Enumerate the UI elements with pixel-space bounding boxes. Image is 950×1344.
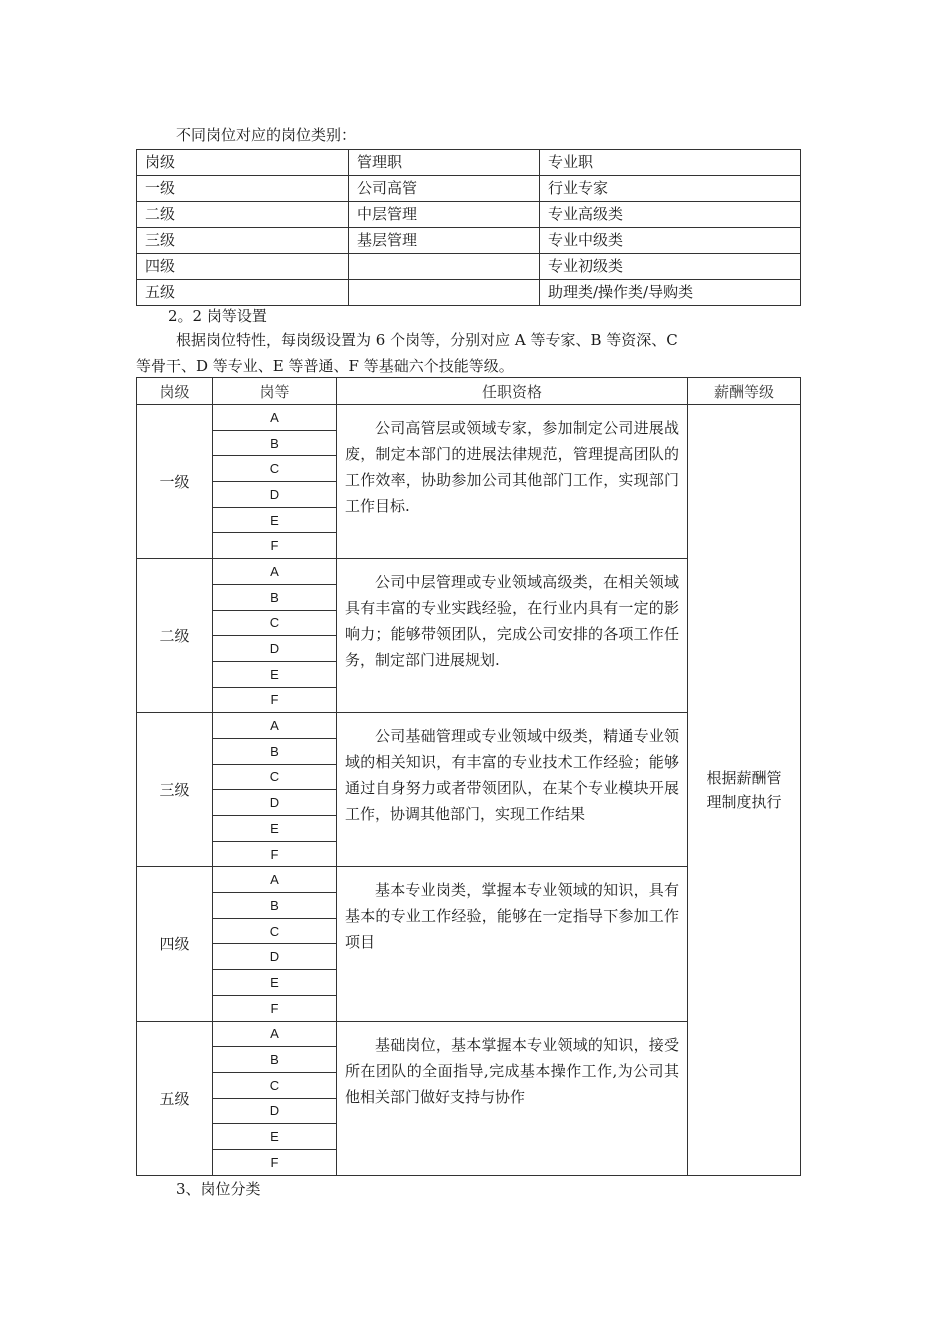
table-cell: 行业专家 <box>540 176 801 202</box>
grade-cell: C <box>213 610 337 636</box>
table-row <box>137 228 801 254</box>
grade-cell: E <box>213 816 337 842</box>
table-cell: 五级 <box>137 280 349 306</box>
qualification-cell: 公司高管层或领域专家，参加制定公司进展战废，制定本部门的进展法律规范，管理提高团队的工作效率，协助参加公司其他部门工作，实现部门工作目标. <box>337 405 688 559</box>
qualification-cell: 公司基础管理或专业领域中级类，精通专业领域的相关知识，有丰富的专业技术工作经验；能够通过自身努力或者带领团队，在某个专业模块开展工作，协调其他部门，实现工作结果 <box>337 713 688 867</box>
grade-cell: E <box>213 661 337 687</box>
grade-cell: E <box>213 507 337 533</box>
table-cell: 二级 <box>137 202 349 228</box>
table-row <box>137 176 801 202</box>
grade-cell: E <box>213 1124 337 1150</box>
level-cell: 二级 <box>137 559 213 713</box>
grade-cell: C <box>213 918 337 944</box>
header-cell: 岗级 <box>137 150 349 176</box>
header-cell: 专业职 <box>540 150 801 176</box>
grade-cell: C <box>213 456 337 482</box>
grade-row <box>137 405 801 431</box>
level-cell: 五级 <box>137 1021 213 1175</box>
qualification-cell: 基本专业岗类，掌握本专业领域的知识，具有基本的专业工作经验，能够在一定指导下参加工作项目 <box>337 867 688 1021</box>
header-cell: 岗等 <box>213 378 337 405</box>
grade-cell: F <box>213 841 337 867</box>
grade-cell: A <box>213 867 337 893</box>
table-cell: 专业中级类 <box>540 228 801 254</box>
table-row <box>137 254 801 280</box>
grade-cell: F <box>213 995 337 1021</box>
section-2-2-paragraph-line2: 等骨干、D 等专业、E 等普通、F 等基础六个技能等级。 <box>136 357 514 375</box>
grade-cell: F <box>213 533 337 559</box>
table-cell: 助理类/操作类/导购类 <box>540 280 801 306</box>
header-cell: 管理职 <box>349 150 540 176</box>
grade-cell: D <box>213 482 337 508</box>
category-table <box>136 149 801 306</box>
grade-cell: A <box>213 1021 337 1047</box>
section-2-2-paragraph-line1: 根据岗位特性，每岗级设置为 6 个岗等，分别对应 A 等专家、B 等资深、C <box>176 331 678 349</box>
grade-cell: A <box>213 559 337 585</box>
table-cell: 专业高级类 <box>540 202 801 228</box>
table-cell: 中层管理 <box>349 202 540 228</box>
grade-cell: D <box>213 1098 337 1124</box>
table-cell: 专业初级类 <box>540 254 801 280</box>
header-cell: 岗级 <box>137 378 213 405</box>
grade-cell: B <box>213 584 337 610</box>
table-cell: 公司高管 <box>349 176 540 202</box>
grade-cell: D <box>213 636 337 662</box>
table-cell <box>349 254 540 280</box>
table-cell: 四级 <box>137 254 349 280</box>
table-cell <box>349 280 540 306</box>
grade-cell: C <box>213 764 337 790</box>
intro-caption: 不同岗位对应的岗位类别： <box>176 126 357 144</box>
grade-cell: B <box>213 893 337 919</box>
table-cell: 基层管理 <box>349 228 540 254</box>
header-cell: 薪酬等级 <box>688 378 801 405</box>
grade-cell: B <box>213 430 337 456</box>
grade-cell: F <box>213 687 337 713</box>
grade-cell: E <box>213 970 337 996</box>
level-cell: 四级 <box>137 867 213 1021</box>
section-2-2-heading: 2。2 岗等设置 <box>168 307 267 325</box>
grade-cell: B <box>213 738 337 764</box>
level-cell: 一级 <box>137 405 213 559</box>
grade-cell: F <box>213 1149 337 1175</box>
section-3-heading: 3、岗位分类 <box>176 1180 261 1198</box>
table-row <box>137 202 801 228</box>
table-row <box>137 280 801 306</box>
grade-cell: C <box>213 1072 337 1098</box>
grade-cell: A <box>213 405 337 431</box>
qualification-cell: 基础岗位，基本掌握本专业领域的知识，接受所在团队的全面指导,完成基本操作工作,为公司其他相关部门做好支持与协作 <box>337 1021 688 1175</box>
grade-cell: A <box>213 713 337 739</box>
grade-cell: D <box>213 944 337 970</box>
grade-table-body <box>137 378 801 1176</box>
level-cell: 三级 <box>137 713 213 867</box>
qualification-cell: 公司中层管理或专业领域高级类，在相关领域具有丰富的专业实践经验，在行业内具有一定的影响力；能够带领团队，完成公司安排的各项工作任务，制定部门进展规划. <box>337 559 688 713</box>
category-header-row <box>137 150 801 176</box>
table-cell: 三级 <box>137 228 349 254</box>
table-cell: 一级 <box>137 176 349 202</box>
grade-cell: D <box>213 790 337 816</box>
grade-table <box>136 377 801 1176</box>
grade-cell: B <box>213 1047 337 1073</box>
grade-header-row <box>137 378 801 405</box>
pay-grade-cell: 根据薪酬管理制度执行 <box>688 405 801 1176</box>
header-cell: 任职资格 <box>337 378 688 405</box>
